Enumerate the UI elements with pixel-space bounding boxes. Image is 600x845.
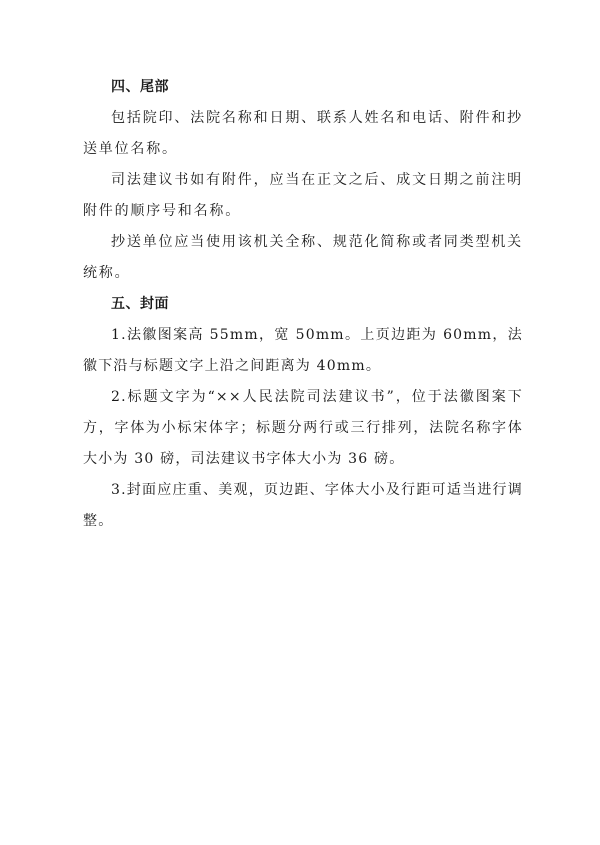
paragraph-cover-emblem: 1.法徽图案高 55mm，宽 50mm。上页边距为 60mm，法徽下沿与标题文字上沿之间距离为 40mm。 [83, 327, 523, 374]
section-heading-tail: 四、尾部 [111, 79, 169, 95]
paragraph-tail-attachments: 司法建议书如有附件，应当在正文之后、成文日期之前注明附件的顺序号和名称。 [83, 172, 523, 219]
document-body [83, 72, 523, 537]
section-heading-cover: 五、封面 [111, 296, 169, 312]
paragraph-cover-title: 2.标题文字为“××人民法院司法建议书”，位于法徽图案下方，字体为小标宋体字；标题分两行或三行排列，法院名称字体大小为 30 磅，司法建议书字体大小为 36 磅。 [83, 389, 523, 467]
paragraph-tail-cc: 抄送单位应当使用该机关全称、规范化简称或者同类型机关统称。 [83, 234, 523, 281]
paragraph-tail-contents: 包括院印、法院名称和日期、联系人姓名和电话、附件和抄送单位名称。 [83, 110, 523, 157]
paragraph-cover-adjust: 3.封面应庄重、美观，页边距、字体大小及行距可适当进行调整。 [83, 482, 523, 529]
